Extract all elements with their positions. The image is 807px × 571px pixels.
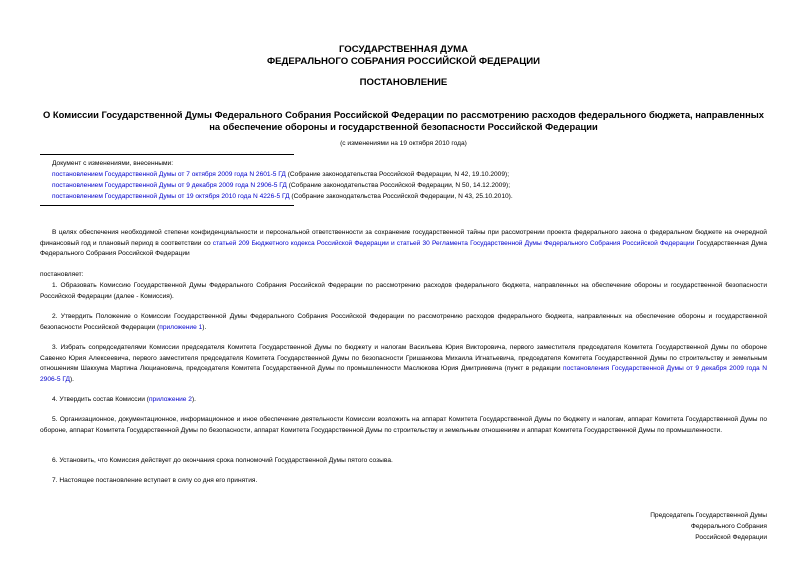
amendment-source-3: (Собрание законодательства Российской Федерации, N 43, 25.10.2010).: [289, 193, 513, 200]
item-4-text-a: 4. Утвердить состав Комиссии (: [52, 396, 149, 403]
preamble-text-a: В целях обеспечения необходимой степени конфиденциальности и персональной ответственности за сохранение государственной тайны при рассмотрении проекта федерального закона о федеральном бюджете на очередной финансовый год и плановый период в соответствии со: [40, 229, 767, 247]
preamble-text-b: Государственная Дума Федерального Собрания Российской Федерации: [40, 239, 767, 258]
amendment-item: [52, 191, 513, 202]
signature-line-2: Федерального Собрания: [690, 523, 767, 530]
amendment-link-3[interactable]: постановлением Государственной Думы от 19 октября 2010 года N 4226-5 ГД: [52, 193, 290, 200]
appendix-1-link[interactable]: приложение 1: [159, 323, 203, 331]
item-3: [40, 343, 767, 385]
preamble: [40, 228, 767, 260]
amendments-list: [52, 158, 513, 202]
signature-line-3: Российской Федерации: [695, 534, 767, 541]
amendment-source-1: (Собрание законодательства Российской Федерации, N 42, 19.10.2009);: [285, 171, 510, 178]
item-3-text-b: ).: [69, 375, 74, 383]
resolves-label: постановляет:: [40, 271, 84, 278]
item-2-text-b: ).: [202, 323, 207, 331]
item-2-text-a: 2. Утвердить Положение о Комиссии Государственной Думы Федерального Собрания Российской Федерации по рассмотрению расходов федерального бюджета, направленных на обеспечение обороны и государственной безопасности Российской Федерации (: [40, 313, 767, 331]
document-title: О Комиссии Государственной Думы Федерального Собрания Российской Федерации по рассмотрению расходов федерального бюджета, направленных на обеспечение обороны и государственной безопасности Российской Федерации: [43, 109, 764, 132]
item-4-text-b: ).: [191, 396, 197, 403]
appendix-2-link[interactable]: приложение 2: [148, 396, 192, 403]
budget-code-link[interactable]: статьей 209 Бюджетного кодекса Российской Федерации и статьей 30 Регламента Государственной Думы Федерального Собрания Российской Федерации: [212, 239, 695, 247]
issuer-line-2: ФЕДЕРАЛЬНОГО СОБРАНИЯ РОССИЙСКОЙ ФЕДЕРАЦИИ: [266, 56, 541, 67]
signature-block: [650, 510, 767, 543]
item-6: 6. Установить, что Комиссия действует до окончания срока полномочий Государственной Думы пятого созыва.: [52, 457, 393, 464]
item-7: 7. Настоящее постановление вступает в силу со дня его принятия.: [52, 477, 258, 484]
signature-line-1: Председатель Государственной Думы: [650, 512, 767, 519]
resolution-2906-link[interactable]: постановления Государственной Думы от 9 декабря 2009 года N 2906-5 ГД: [40, 365, 767, 383]
amendment-item: [52, 169, 513, 180]
item-3-text-a: 3. Избрать сопредседателями Комиссии председателя Комитета Государственной Думы по бюджету и налогам Васильева Юрия Викторовича, первого заместителя председателя Комитета Государственной Думы по обороне Савенко Юрия Алексеевича, первого заместителя председателя Комитета Государственной Думы по безопасности Гришанкова Михаила Игнатьевича, председателя Комитета Государственной Думы по строительству и земельным отношениям Шакхума Мартина Люциановича, председателя Комитета Государственной Думы по промышленности Маслюкова Юрия Дмитриевича (пункт в редакции: [40, 344, 767, 373]
amendment-item: [52, 180, 513, 191]
document-type: ПОСТАНОВЛЕНИЕ: [359, 77, 448, 88]
amendment-source-2: (Собрание законодательства Российской Федерации, N 50, 14.12.2009);: [286, 182, 511, 189]
issuer-line-1: ГОСУДАРСТВЕННАЯ ДУМА: [338, 44, 469, 55]
item-4: [40, 395, 767, 406]
amendments-intro: Документ с изменениями, внесенными:: [52, 160, 174, 167]
changes-note: (с изменениями на 19 октября 2010 года): [340, 140, 467, 147]
divider-top: [40, 154, 294, 155]
item-2: [40, 312, 767, 333]
amendment-link-1[interactable]: постановлением Государственной Думы от 7 октября 2009 года N 2601-5 ГД: [52, 171, 286, 178]
amendment-link-2[interactable]: постановлением Государственной Думы от 9 декабря 2009 года N 2906-5 ГД: [52, 182, 287, 189]
item-5: 5. Организационное, документационное, информационное и иное обеспечение деятельности Комиссии возложить на аппарат Комитета Государственной Думы по бюджету и налогам, аппарат Комитета Государственной Думы по обороне, аппарат Комитета Государственной Думы по безопасности, аппарат Комитета Государственной Думы по строительству и земельным отношениям и аппарат Комитета Государственной Думы по промышленности.: [40, 416, 767, 434]
divider-bottom: [40, 205, 294, 206]
item-1: 1. Образовать Комиссию Государственной Думы Федерального Собрания Российской Федерации по рассмотрению расходов федерального бюджета, направленных на обеспечение обороны и государственной безопасности Российской Федерации (далее - Комиссия).: [40, 282, 767, 300]
